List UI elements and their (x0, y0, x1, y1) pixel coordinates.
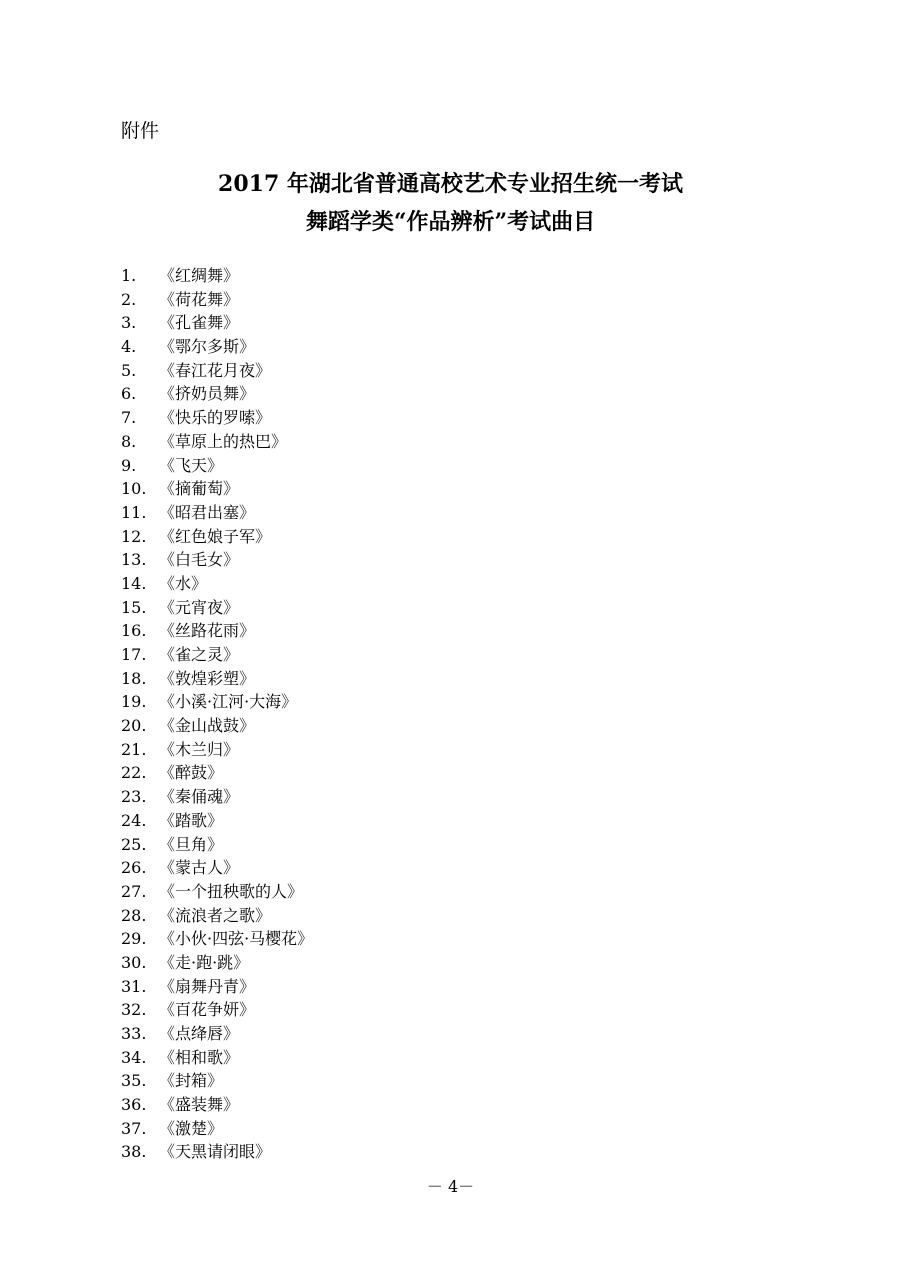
list-item-title: 《敦煌彩塑》 (159, 668, 256, 688)
list-item-number: 21. (121, 739, 147, 759)
list-item (121, 761, 313, 785)
page-number: － 4－ (426, 1177, 475, 1196)
list-item-number: 16. (121, 621, 147, 641)
list-item-title: 《流浪者之歌》 (159, 905, 272, 925)
list-item (121, 406, 313, 430)
list-item (121, 1022, 313, 1046)
list-item-number: 25. (121, 834, 147, 854)
list-item (121, 809, 313, 833)
list-item-number: 35. (121, 1071, 147, 1091)
list-item-number: 12. (121, 526, 147, 546)
list-item-title: 《孔雀舞》 (159, 313, 240, 333)
list-item (121, 1093, 313, 1117)
list-item-number: 30. (121, 952, 147, 972)
list-item-number: 1. (121, 266, 137, 285)
list-item (121, 619, 313, 643)
list-item (121, 1046, 313, 1070)
list-item (121, 998, 313, 1022)
list-item (121, 359, 313, 383)
list-item-title: 《金山战鼓》 (159, 716, 256, 736)
list-item (121, 690, 313, 714)
list-item-title: 《封箱》 (159, 1071, 224, 1091)
list-item-number: 29. (121, 929, 147, 949)
list-item-title: 《百花争妍》 (159, 1000, 256, 1020)
list-item-number: 33. (121, 1024, 147, 1043)
list-item (121, 264, 313, 288)
list-item-title: 《踏歌》 (159, 810, 224, 830)
list-item (121, 548, 313, 572)
document-title-line1: 2017 年湖北省普通高校艺术专业招生统一考试 (218, 171, 683, 197)
list-item-title: 《红绸舞》 (159, 266, 240, 285)
list-item-title: 《旦角》 (159, 834, 224, 854)
list-item (121, 335, 313, 359)
list-item (121, 643, 313, 667)
list-item (121, 454, 313, 478)
list-item-title: 《快乐的罗嗦》 (159, 408, 272, 428)
list-item-number: 4. (121, 337, 137, 357)
list-item-title: 《盛装舞》 (159, 1095, 240, 1115)
attachment-label: 附件 (121, 120, 160, 142)
list-item-title: 《草原上的热巴》 (159, 431, 288, 451)
list-item-title: 《相和歌》 (159, 1047, 240, 1067)
list-item (121, 856, 313, 880)
list-item-title: 《小伙·四弦·马樱花》 (159, 929, 314, 949)
list-item-number: 2. (121, 289, 137, 309)
list-item-number: 9. (121, 455, 137, 475)
list-item-title: 《雀之灵》 (159, 645, 240, 664)
list-item-title: 《元宵夜》 (159, 597, 240, 617)
list-item-title: 《激楚》 (159, 1118, 224, 1138)
list-item-title: 《醉鼓》 (159, 763, 224, 783)
list-item-title: 《蒙古人》 (159, 858, 240, 878)
list-item-title: 《春江花月夜》 (159, 360, 272, 380)
list-item-title: 《挤奶员舞》 (159, 384, 256, 404)
list-item (121, 501, 313, 525)
list-item-number: 5. (121, 360, 137, 380)
list-item (121, 880, 313, 904)
list-item-number: 31. (121, 976, 147, 996)
list-item (121, 430, 313, 454)
list-item-title: 《水》 (159, 573, 208, 593)
list-item (121, 382, 313, 406)
list-item-number: 18. (121, 668, 147, 688)
list-item-title: 《红色娘子军》 (159, 526, 272, 546)
list-item (121, 1140, 313, 1164)
list-item (121, 667, 313, 691)
list-item (121, 904, 313, 928)
list-item-number: 27. (121, 881, 147, 901)
list-item-number: 14. (121, 573, 147, 593)
list-item-number: 32. (121, 1000, 147, 1020)
list-item-number: 22. (121, 763, 147, 783)
list-item-number: 6. (121, 384, 137, 404)
list-item-number: 23. (121, 787, 147, 807)
list-item-title: 《鄂尔多斯》 (159, 337, 256, 357)
list-item (121, 1117, 313, 1141)
list-item-title: 《天黑请闭眼》 (159, 1142, 272, 1162)
list-item-title: 《小溪·江河·大海》 (159, 692, 298, 712)
list-item-number: 17. (121, 645, 147, 664)
repertoire-list (121, 264, 313, 1164)
list-item-number: 20. (121, 716, 147, 736)
list-item-number: 37. (121, 1118, 147, 1138)
list-item (121, 1069, 313, 1093)
list-item (121, 572, 313, 596)
list-item-number: 15. (121, 597, 147, 617)
list-item-title: 《木兰归》 (159, 739, 240, 759)
list-item-number: 13. (121, 550, 147, 570)
list-item-title: 《走·跑·跳》 (159, 952, 250, 972)
list-item-number: 19. (121, 692, 147, 712)
list-item-number: 8. (121, 431, 137, 451)
list-item-number: 38. (121, 1142, 147, 1162)
list-item-number: 10. (121, 479, 147, 499)
list-item-number: 36. (121, 1095, 147, 1115)
list-item-number: 34. (121, 1047, 147, 1067)
list-item-number: 28. (121, 905, 147, 925)
list-item-title: 《昭君出塞》 (159, 502, 256, 522)
list-item-number: 26. (121, 858, 147, 878)
list-item (121, 785, 313, 809)
list-item-number: 24. (121, 810, 147, 830)
list-item-title: 《白毛女》 (159, 550, 240, 570)
list-item-number: 11. (121, 502, 147, 522)
list-item-title: 《摘葡萄》 (159, 479, 240, 499)
list-item (121, 833, 313, 857)
list-item-title: 《秦俑魂》 (159, 787, 240, 807)
list-item-number: 3. (121, 313, 137, 333)
list-item (121, 927, 313, 951)
list-item-number: 7. (121, 408, 137, 428)
list-item (121, 951, 313, 975)
list-item-title: 《丝路花雨》 (159, 621, 256, 641)
list-item (121, 525, 313, 549)
list-item (121, 738, 313, 762)
list-item (121, 288, 313, 312)
list-item (121, 477, 313, 501)
list-item-title: 《扇舞丹青》 (159, 976, 256, 996)
list-item-title: 《点绛唇》 (159, 1024, 240, 1043)
list-item (121, 596, 313, 620)
list-item-title: 《一个扭秧歌的人》 (159, 881, 304, 901)
list-item (121, 714, 313, 738)
list-item-title: 《飞天》 (159, 455, 224, 475)
list-item (121, 975, 313, 999)
list-item (121, 311, 313, 335)
list-item-title: 《荷花舞》 (159, 289, 240, 309)
document-title-line2: 舞蹈学类“作品辨析”考试曲目 (305, 209, 596, 235)
